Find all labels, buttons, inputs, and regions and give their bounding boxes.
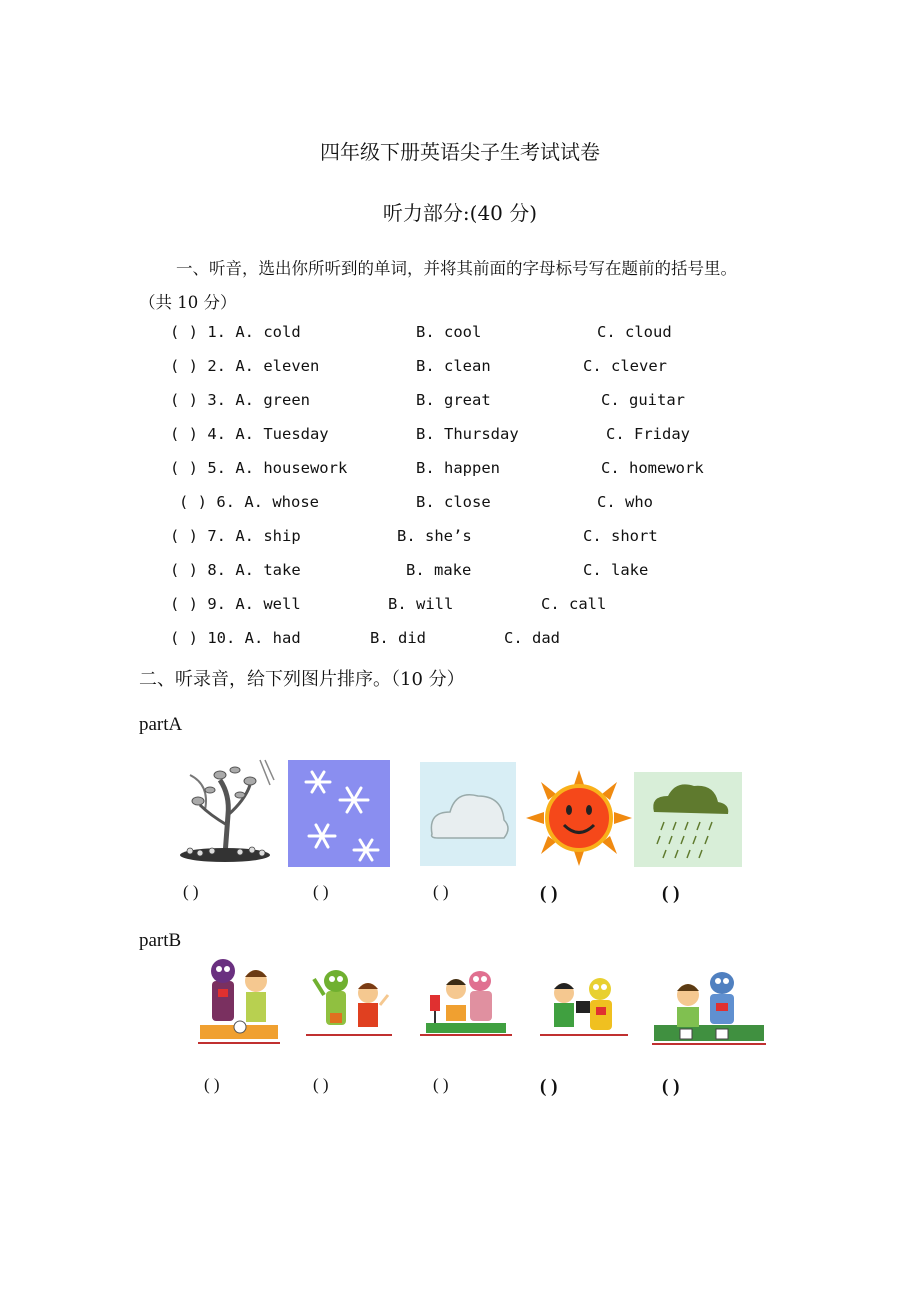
question-4-b: B. Thursday: [416, 425, 519, 443]
snowflake-picture: [288, 760, 390, 867]
question-1-b: B. cool: [416, 323, 482, 341]
partB-answer-4[interactable]: ( ): [540, 1076, 558, 1097]
page-title: 四年级下册英语尖子生考试试卷: [320, 140, 600, 164]
question-9-b: B. will: [388, 595, 454, 613]
robot-blue-boy-desk-picture: [652, 965, 766, 1047]
partA-answer-3[interactable]: ( ): [433, 882, 449, 901]
question-4-c: C. Friday: [606, 425, 690, 443]
question-1-a: ( ) 1. A. cold: [170, 323, 301, 341]
question-6-a: ( ) 6. A. whose: [179, 493, 319, 511]
question-6-b: B. close: [416, 493, 491, 511]
partA-answer-4[interactable]: ( ): [540, 883, 558, 904]
cloud-picture: [420, 762, 516, 866]
question-9-a: ( ) 9. A. well: [170, 595, 301, 613]
partB-answer-5[interactable]: ( ): [662, 1076, 680, 1097]
question-8-b: B. make: [406, 561, 472, 579]
question-7-b: B. she’s: [397, 527, 472, 545]
robot-green-boy-picture: [306, 965, 392, 1037]
question-9-c: C. call: [541, 595, 607, 613]
partA-label: partA: [139, 714, 183, 735]
section1-score: （共 10 分）: [139, 293, 237, 312]
partB-answer-1[interactable]: ( ): [204, 1075, 220, 1094]
question-3-c: C. guitar: [601, 391, 685, 409]
question-3-b: B. great: [416, 391, 491, 409]
windy-tree-picture: [170, 755, 278, 865]
question-2-a: ( ) 2. A. eleven: [170, 357, 320, 375]
question-4-a: ( ) 4. A. Tuesday: [170, 425, 329, 443]
question-7-c: C. short: [583, 527, 658, 545]
question-2-b: B. clean: [416, 357, 491, 375]
question-10-b: B. did: [370, 629, 426, 647]
question-8-a: ( ) 8. A. take: [170, 561, 301, 579]
robot-purple-boy-picture: [198, 955, 280, 1045]
question-8-c: C. lake: [583, 561, 649, 579]
question-1-c: C. cloud: [597, 323, 672, 341]
question-6-c: C. who: [597, 493, 653, 511]
partB-answer-3[interactable]: ( ): [433, 1075, 449, 1094]
page-subtitle: 听力部分:(40 分): [382, 201, 538, 225]
question-5-b: B. happen: [416, 459, 500, 477]
question-5-c: C. homework: [601, 459, 704, 477]
question-7-a: ( ) 7. A. ship: [170, 527, 301, 545]
question-2-c: C. clever: [583, 357, 667, 375]
sun-picture: [526, 770, 632, 866]
section2-heading: 二、听录音，给下列图片排序。（10 分）: [139, 669, 465, 690]
partB-label: partB: [139, 930, 182, 951]
question-5-a: ( ) 5. A. housework: [170, 459, 348, 477]
rain-cloud-picture: [634, 772, 742, 867]
partA-answer-5[interactable]: ( ): [662, 883, 680, 904]
question-3-a: ( ) 3. A. green: [170, 391, 310, 409]
robot-yellow-boy-camera-picture: [540, 975, 628, 1037]
robot-pink-boy-reading-picture: [420, 965, 512, 1037]
partA-answer-2[interactable]: ( ): [313, 882, 329, 901]
section1-instruction: 一、听音，选出你所听到的单词，并将其前面的字母标号写在题前的括号里。: [176, 259, 737, 278]
question-10-a: ( ) 10. A. had: [170, 629, 301, 647]
partB-answer-2[interactable]: ( ): [313, 1075, 329, 1094]
question-10-c: C. dad: [504, 629, 560, 647]
partA-answer-1[interactable]: ( ): [183, 882, 199, 901]
